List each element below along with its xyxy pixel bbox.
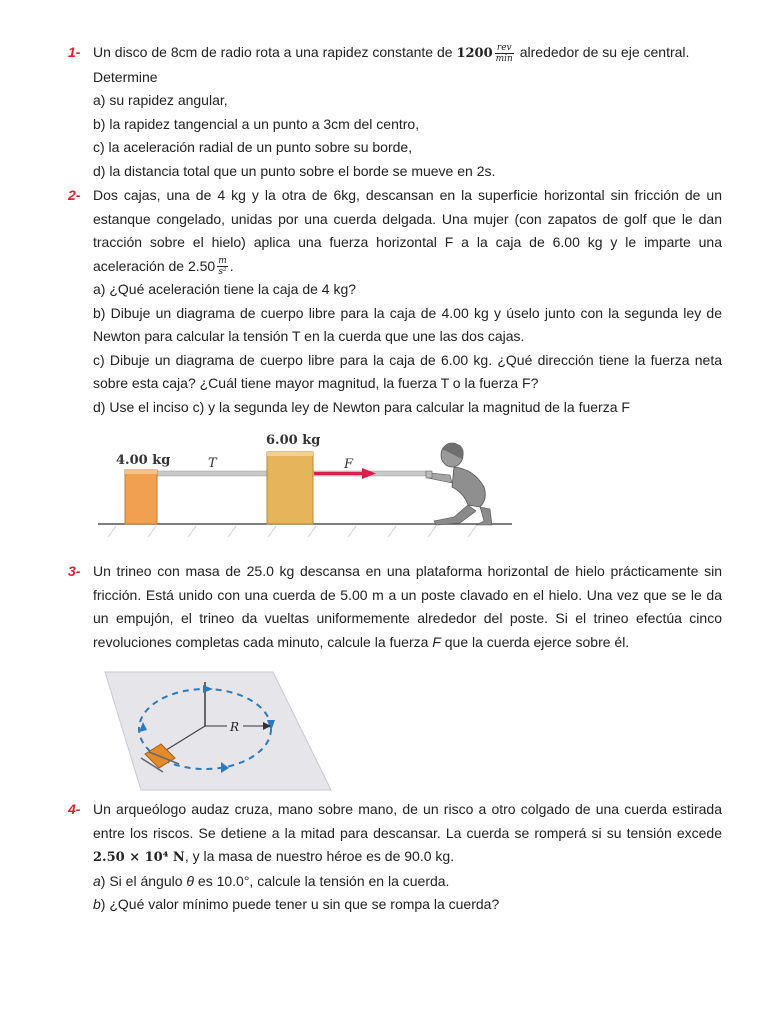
- problem-number: 3-: [68, 563, 81, 579]
- woman-pulling-figure: [426, 443, 492, 525]
- intro-text: Un trineo con masa de 25.0 kg descansa en una plataforma horizontal de hielo prácticamente sin fricción. Está unido con una cuerda de 5.00 m a un poste clavado en el hielo. Una vez que se le da un empujón, el trineo da vueltas uniformemente alrededor del poste. Si el trineo efectúa cinco revoluciones completas cada minuto, calcule la fuerza: [93, 563, 722, 650]
- intro-text: , y la masa de nuestro héroe es de 90.0 kg.: [184, 848, 455, 864]
- item-text: es 10.0°, calcule la tensión en la cuerda.: [197, 872, 450, 889]
- fraction-numerator: rev: [495, 43, 514, 54]
- question-item: [93, 893, 722, 917]
- large-box: [267, 452, 313, 524]
- item-letter: b: [93, 896, 101, 912]
- problem-intro: [93, 798, 722, 870]
- item-letter: a: [93, 872, 101, 889]
- accel-unit-fraction: [217, 256, 228, 277]
- boxes-figure: [96, 425, 516, 545]
- question-item: [93, 870, 722, 894]
- large-box-top: [267, 452, 313, 456]
- question-item: b) Dibuje un diagrama de cuerpo libre para la caja de 4.00 kg y úselo junto con la segunda ley de Newton para calcular la tensión T en la cuerda que une las dos cajas.: [93, 304, 722, 344]
- fraction-numerator: m: [218, 256, 227, 267]
- fraction-denominator: min: [495, 53, 513, 64]
- tension-limit: 2.50 × 10⁴ N: [93, 850, 185, 865]
- ice-hatching: [108, 526, 476, 537]
- punctuation: .: [229, 257, 234, 274]
- item-text: ) ¿Qué valor mínimo puede tener u sin que se rompa la cuerda?: [100, 896, 500, 912]
- problem-intro: [93, 184, 722, 278]
- intro-text: Un arqueólogo audaz cruza, mano sobre mano, de un risco a otro colgado de una cuerda estirada entre los riscos. Se detiene a la mitad para descansar. La cuerda se romperá si su tensión excede: [93, 801, 722, 841]
- problem-1: [68, 41, 722, 183]
- speed-value: 1200: [456, 46, 493, 61]
- question-item: c) Dibuje un diagrama de cuerpo libre para la caja de 6.00 kg. ¿Qué dirección tiene la fuerza neta sobre esta caja? ¿Cuál tiene mayor magnitud, la fuerza T o la fuerza F?: [93, 351, 722, 391]
- tension-label: T: [208, 456, 217, 471]
- fraction-denominator: s²: [218, 267, 227, 278]
- problem-number: 4-: [68, 801, 81, 817]
- large-box-label: 6.00 kg: [266, 433, 321, 448]
- item-text: ) Si el ángulo: [100, 872, 183, 889]
- theta-symbol: θ: [186, 872, 195, 889]
- speed-unit-fraction: [495, 43, 514, 64]
- intro-text: alrededor de su eje central.: [519, 44, 690, 60]
- question-item: a) su rapidez angular,: [93, 92, 228, 108]
- question-item: b) la rapidez tangencial a un punto a 3cm del centro,: [93, 115, 420, 132]
- problem-number: 1-: [68, 44, 81, 60]
- question-item: d) la distancia total que un punto sobre el borde se mueve en 2s.: [93, 162, 496, 179]
- question-item: c) la aceleración radial de un punto sobre su borde,: [93, 139, 413, 155]
- question-item: d) Use el inciso c) y la segunda ley de Newton para calcular la magnitud de la fuerza F: [93, 398, 630, 415]
- force-label: F: [344, 457, 354, 472]
- sled-figure: [103, 670, 333, 792]
- question-item: a) ¿Qué aceleración tiene la caja de 4 kg?: [93, 281, 357, 297]
- problem-intro: [93, 560, 722, 654]
- force-arrowhead: [362, 468, 376, 479]
- small-box-label: 4.00 kg: [116, 453, 171, 468]
- problem-2: [68, 184, 722, 419]
- intro-text: Un disco de 8cm de radio rota a una rapidez constante de: [93, 44, 453, 60]
- intro-text: Determine: [93, 68, 158, 85]
- radius-label: R: [230, 720, 240, 734]
- intro-text: Dos cajas, una de 4 kg y la otra de 6kg, descansan en la superficie horizontal sin fricción de un estanque congelado, unidas por una cuerda delgada. Una mujer (con zapatos de golf que le dan tracción sobre el hielo) aplica una fuerza horizontal F a la caja de 6.00 kg y le imparte una aceleración de 2.50: [93, 187, 722, 274]
- small-box: [125, 470, 157, 524]
- intro-text: que la cuerda ejerce sobre él.: [444, 633, 630, 650]
- problem-4: [68, 798, 722, 917]
- small-box-top: [125, 470, 157, 474]
- force-symbol: F: [432, 633, 441, 650]
- problem-intro: [93, 41, 722, 66]
- problem-3: [68, 560, 722, 654]
- problem-number: 2-: [68, 187, 81, 203]
